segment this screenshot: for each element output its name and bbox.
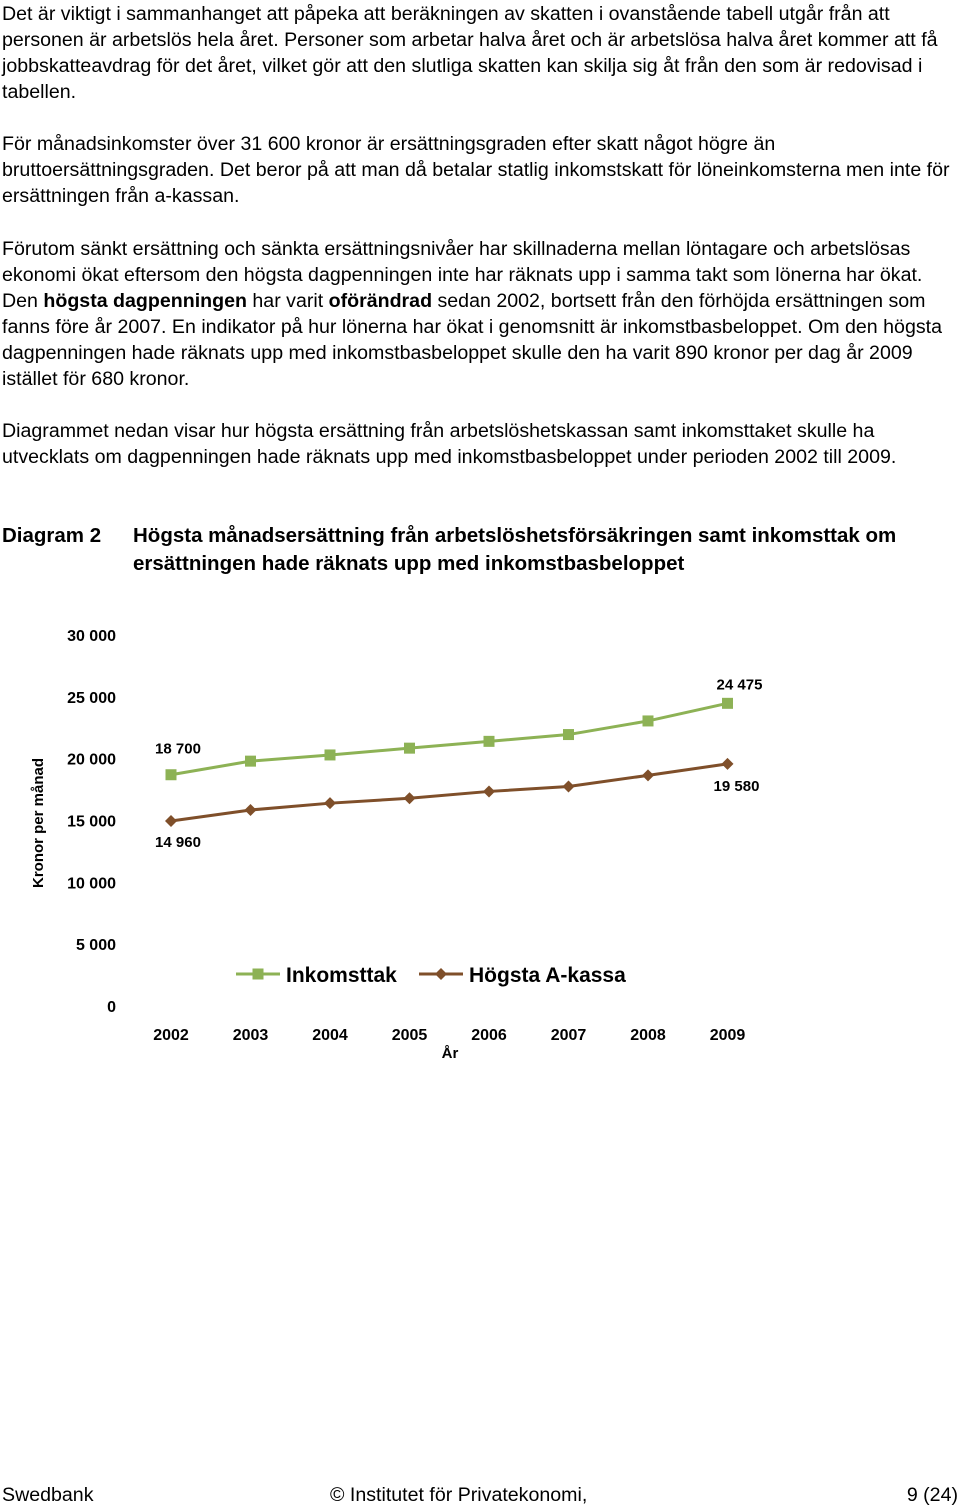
data-label: 19 580 bbox=[713, 777, 760, 795]
y-tick-label: 0 bbox=[107, 999, 116, 1016]
x-tick-label: 2009 bbox=[709, 1027, 746, 1044]
y-axis-title: Kronor per månad bbox=[30, 757, 47, 889]
data-point bbox=[722, 698, 733, 709]
p3-text-2: har varit bbox=[246, 290, 329, 312]
y-tick-label: 10 000 bbox=[67, 875, 116, 893]
y-tick-label: 5 000 bbox=[75, 937, 116, 955]
x-axis-ticks bbox=[153, 1027, 745, 1044]
y-tick-label: 20 000 bbox=[67, 751, 116, 769]
chart-legend bbox=[236, 964, 626, 987]
data-label: 24 475 bbox=[716, 676, 763, 694]
data-point bbox=[484, 736, 495, 747]
data-point bbox=[563, 780, 575, 792]
data-point bbox=[245, 756, 256, 767]
data-label: 14 960 bbox=[155, 833, 201, 851]
diagram-intro-paragraph: Diagrammet nedan visar hur högsta ersättning från arbetslöshetskassan samt inkomsttaket skulle ha utvecklats om dagpenningen hade räknats upp med inkomstbasbeloppet under perioden 2002 till 2009. bbox=[2, 420, 897, 468]
diagram-title: Högsta månadsersättning från arbetslöshetsförsäkringen samt inkomsttak om ersättningen hade räknats upp med inkomstbasbeloppet bbox=[133, 524, 897, 575]
data-point bbox=[563, 729, 574, 740]
data-point bbox=[404, 792, 416, 804]
line-chart bbox=[0, 610, 960, 1080]
data-label: 18 700 bbox=[155, 740, 201, 758]
footer-copyright: © Institutet för Privatekonomi, bbox=[330, 1484, 588, 1506]
footer-brand: Swedbank bbox=[2, 1484, 94, 1506]
p3-bold-2: oförändrad bbox=[328, 290, 433, 312]
x-axis-title: År bbox=[441, 1045, 459, 1062]
data-point bbox=[643, 715, 654, 726]
y-tick-label: 30 000 bbox=[67, 628, 116, 645]
data-point bbox=[245, 804, 257, 816]
dagpenning-paragraph bbox=[2, 236, 958, 392]
x-tick-label: 2003 bbox=[232, 1027, 269, 1044]
p3-bold-1: högsta dagpenningen bbox=[43, 290, 247, 312]
p3-text-1: Förutom sänkt ersättning och sänkta ersättningsnivåer har skillnaderna mellan löntagare och arbetslösas ekonomi ökat eftersom den högsta dagpenningen inte har räknats upp i samma takt som lönerna har ökat. Den bbox=[2, 238, 923, 312]
x-tick-label: 2008 bbox=[630, 1027, 666, 1044]
legend-marker bbox=[435, 968, 447, 980]
data-point bbox=[166, 769, 177, 780]
data-point bbox=[722, 758, 734, 770]
x-tick-label: 2002 bbox=[153, 1027, 189, 1044]
series-layer bbox=[165, 698, 734, 827]
intro-paragraph: Det är viktigt i sammanhanget att påpeka att beräkningen av skatten i ovanstående tabell utgår från att personen är arbetslös hela året. Personer som arbetar halva året och är arbetslösa halva året kommer att få jobbskatteavdrag för det året, vilket gör att den slutliga skatten kan skilja sig åt från den som är redovisad i tabellen. bbox=[2, 3, 938, 103]
diagram-label: Diagram 2 bbox=[2, 524, 102, 547]
data-point bbox=[642, 769, 654, 781]
y-tick-label: 15 000 bbox=[67, 813, 116, 831]
data-point bbox=[325, 749, 336, 760]
x-tick-label: 2007 bbox=[550, 1027, 587, 1044]
series-line bbox=[171, 764, 728, 821]
footer-page-number: 9 (24) bbox=[906, 1484, 958, 1506]
tax-paragraph: För månadsinkomster över 31 600 kronor är ersättningsgraden efter skatt något högre än bruttoersättningsgraden. Det beror på att man då betalar statlig inkomstskatt för löneinkomsterna men inte för ersättningen från a-kassan. bbox=[2, 133, 950, 207]
legend-label: Inkomsttak bbox=[286, 964, 397, 987]
legend-label: Högsta A-kassa bbox=[469, 964, 626, 987]
y-tick-label: 25 000 bbox=[67, 689, 116, 707]
data-point bbox=[324, 797, 336, 809]
legend-marker bbox=[253, 969, 264, 980]
data-point bbox=[483, 785, 495, 797]
x-tick-label: 2005 bbox=[391, 1027, 428, 1044]
x-tick-label: 2006 bbox=[471, 1027, 507, 1044]
y-axis-ticks bbox=[67, 628, 116, 1016]
data-point bbox=[165, 815, 177, 827]
data-point bbox=[404, 743, 415, 754]
x-tick-label: 2004 bbox=[312, 1027, 348, 1044]
p3-text-3: sedan 2002, bortsett från den förhöjda ersättningen som fanns före år 2007. En indikator på hur lönerna har ökat i genomsnitt är inkomstbasbeloppet. Om den högsta dagpenningen hade räknats upp med inkomstbasbeloppet skulle den ha varit 890 kronor per dag år 2009 istället för 680 kronor. bbox=[2, 290, 942, 390]
